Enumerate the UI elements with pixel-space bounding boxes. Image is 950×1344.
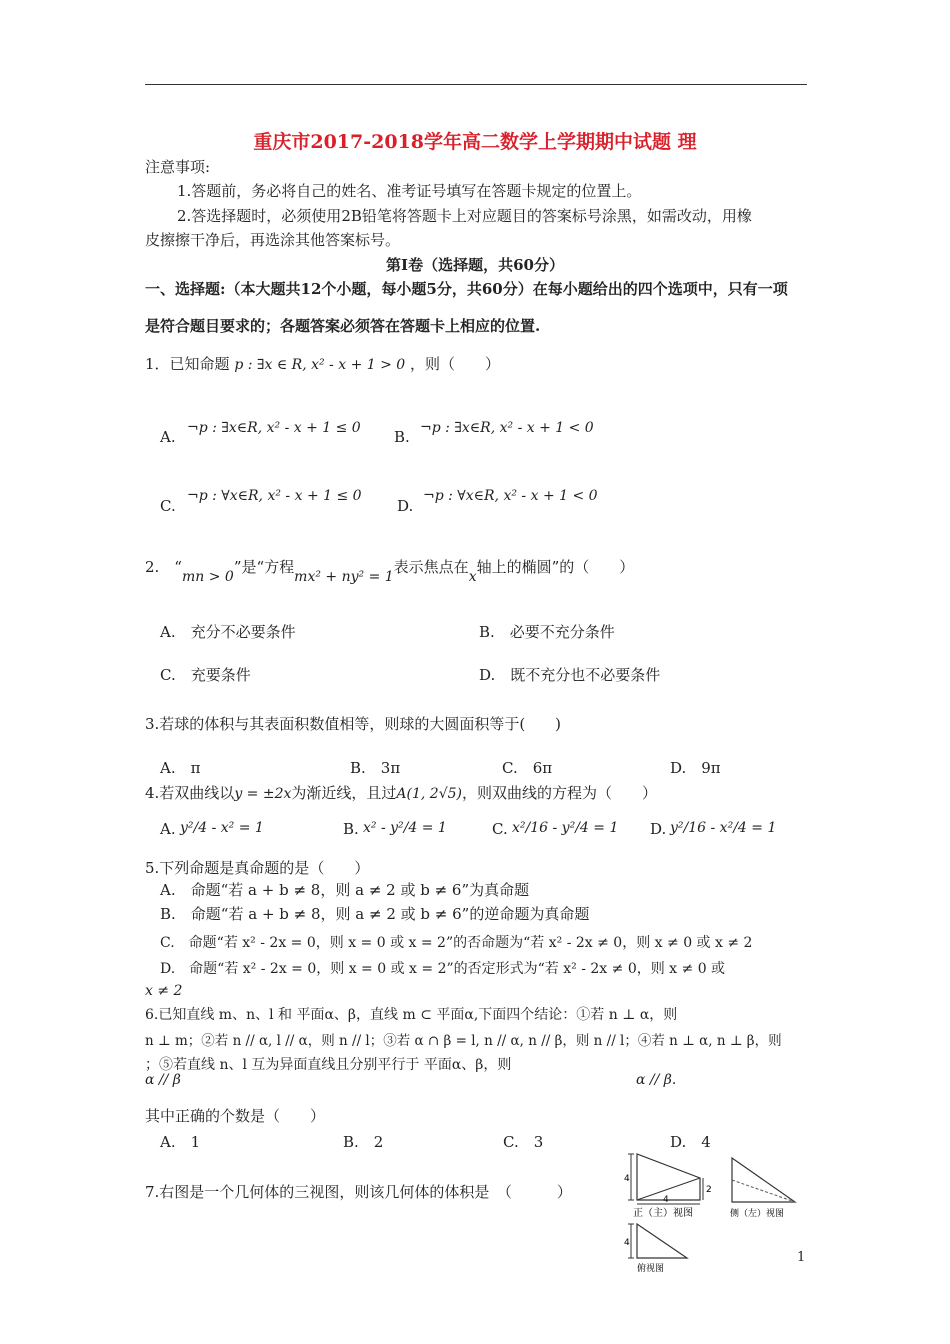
- front-dim-4b: 4: [663, 1195, 669, 1205]
- notice-item-2-line2: 皮擦擦干净后，再选涂其他答案标号。: [145, 231, 401, 249]
- q2-formula-1: mn > 0: [181, 569, 234, 585]
- q1-option-b: ¬p : ∃x∈R, x² - x + 1 < 0: [420, 420, 594, 436]
- q4-option-a-label: A.: [160, 820, 176, 838]
- q6-line3-end: α // β.: [636, 1072, 677, 1088]
- q3-option-c: C. 6π: [502, 759, 553, 777]
- q2-option-b: B. 必要不充分条件: [479, 623, 615, 641]
- q7-stem: 7.右图是一个几何体的三视图，则该几何体的体积是 （ ）: [145, 1183, 572, 1201]
- q2-option-a: A. 充分不必要条件: [160, 623, 296, 641]
- q6-line2: n ⊥ m；②若 n // α, l // α，则 n // l；③若 α ∩ β = l, n // α, n // β，则 n // l；④若 n ⊥ α, n ⊥ β，则: [145, 1033, 782, 1049]
- notice-item-2-line1: 2.答选择题时，必须使用2B铅笔将答题卡上对应题目的答案标号涂黑，如需改动，用橡: [177, 207, 752, 225]
- notice-item-1: 1.答题前，务必将自己的姓名、准考证号填写在答题卡规定的位置上。: [177, 182, 642, 200]
- q6-line4: 其中正确的个数是（ ）: [145, 1107, 326, 1125]
- q4-option-d: y²/16 - x²/4 = 1: [670, 820, 777, 836]
- page-number: 1: [797, 1250, 806, 1265]
- q1-option-c: ¬p : ∀x∈R, x² - x + 1 ≤ 0: [187, 488, 362, 504]
- q2-part1: 2. “: [145, 558, 182, 576]
- section-heading: 第Ⅰ卷（选择题，共60分）: [386, 256, 564, 274]
- front-view-label: 正（主）视图: [633, 1208, 693, 1219]
- q1-option-b-label: B.: [394, 428, 410, 446]
- q5-option-c: C. 命题“若 x² - 2x = 0，则 x = 0 或 x = 2”的否命题为“若 x² - 2x ≠ 0，则 x ≠ 0 或 x ≠ 2: [160, 935, 753, 951]
- q6-option-b: B. 2: [343, 1133, 384, 1151]
- section-instructions-line2: 是符合题目要求的；各题答案必须答在答题卡上相应的位置.: [145, 317, 541, 335]
- q2-option-d: D. 既不充分也不必要条件: [479, 666, 661, 684]
- header-rule: [145, 84, 807, 85]
- q4-option-b-label: B.: [343, 820, 359, 838]
- q6-option-c: C. 3: [503, 1133, 544, 1151]
- q4-part3: ，则双曲线的方程为（ ）: [461, 784, 657, 802]
- q1-option-d: ¬p : ∀x∈R, x² - x + 1 < 0: [423, 488, 598, 504]
- q1-stem-text: 1．已知命题: [145, 355, 230, 373]
- q5-stem: 5.下列命题是真命题的是（ ）: [145, 859, 370, 877]
- front-dim-4: 4: [624, 1174, 630, 1184]
- q3-option-d: D. 9π: [670, 759, 721, 777]
- q1-option-d-label: D.: [397, 497, 414, 515]
- q6-line3: ；⑤若直线 n、l 互为异面直线且分别平行于 平面α、β，则: [145, 1057, 512, 1073]
- page-title: 重庆市2017-2018学年高二数学上学期期中试题 理: [253, 131, 697, 153]
- q2-part2: ”是“方程: [233, 558, 295, 576]
- front-dim-2: 2: [706, 1185, 712, 1195]
- q4-formula-2: A(1, 2√5): [396, 786, 462, 802]
- q5-option-d-line1: D. 命题“若 x² - 2x = 0，则 x = 0 或 x = 2”的否定形式为“若 x² - 2x ≠ 0，则 x ≠ 0 或: [160, 961, 726, 977]
- q1-formula: p : ∃x ∈ R, x² - x + 1 > 0: [234, 357, 406, 373]
- q6-line1: 6.已知直线 m、n、l 和 平面α、β，直线 m ⊂ 平面α,下面四个结论：①若 n ⊥ α，则: [145, 1007, 678, 1023]
- q2-formula-2: mx² + ny² = 1: [294, 569, 394, 585]
- section-instructions-line1: 一、选择题:（本大题共12个小题，每小题5分，共60分）在每小题给出的四个选项中，只有一项: [145, 280, 788, 298]
- q5-option-b: B. 命题“若 a + b ≠ 8，则 a ≠ 2 或 b ≠ 6”的逆命题为真命题: [160, 905, 590, 923]
- q4-option-b: x² - y²/4 = 1: [363, 820, 447, 836]
- q2-part3: 表示焦点在: [393, 558, 469, 576]
- q2-stem: [145, 556, 635, 585]
- q1-tail: ，则（ ）: [410, 355, 501, 373]
- q6-line3-math: α // β: [145, 1072, 181, 1088]
- q4-part1: 4.若双曲线以: [145, 784, 235, 802]
- q1-option-a-label: A.: [160, 428, 176, 446]
- q1-option-c-label: C.: [160, 497, 176, 515]
- notice-heading: 注意事项:: [145, 158, 211, 176]
- side-view: [730, 1158, 795, 1219]
- q3-option-a: A. π: [160, 759, 201, 777]
- q1-stem: [145, 353, 500, 374]
- q2-option-c: C. 充要条件: [160, 666, 251, 684]
- top-dim-4: 4: [624, 1238, 630, 1248]
- q6-option-d: D. 4: [670, 1133, 711, 1151]
- q3-option-b: B. 3π: [350, 759, 401, 777]
- top-view-label: 俯视图: [637, 1264, 665, 1274]
- q4-formula-1: y = ±2x: [234, 786, 292, 802]
- q2-part4: 轴上的椭圆”的（ ）: [476, 558, 635, 576]
- front-view: [624, 1154, 712, 1219]
- top-view: [624, 1224, 687, 1274]
- q2-formula-3: x: [468, 569, 477, 585]
- q5-option-d-line2: x ≠ 2: [145, 983, 183, 999]
- q4-option-a: y²/4 - x² = 1: [180, 820, 264, 836]
- q6-option-a: A. 1: [160, 1133, 201, 1151]
- q4-option-c-label: C.: [492, 820, 508, 838]
- q4-part2: 为渐近线，且过: [291, 784, 397, 802]
- q4-option-c: x²/16 - y²/4 = 1: [512, 820, 619, 836]
- q4-option-d-label: D.: [650, 820, 667, 838]
- q4-stem: [145, 782, 657, 803]
- q3-stem: 3.若球的体积与其表面积数值相等，则球的大圆面积等于( ): [145, 715, 562, 733]
- q1-option-a: ¬p : ∃x∈R, x² - x + 1 ≤ 0: [187, 420, 361, 436]
- side-view-label: 侧（左）视图: [730, 1209, 785, 1219]
- q5-option-a: A. 命题“若 a + b ≠ 8，则 a ≠ 2 或 b ≠ 6”为真命题: [160, 881, 530, 899]
